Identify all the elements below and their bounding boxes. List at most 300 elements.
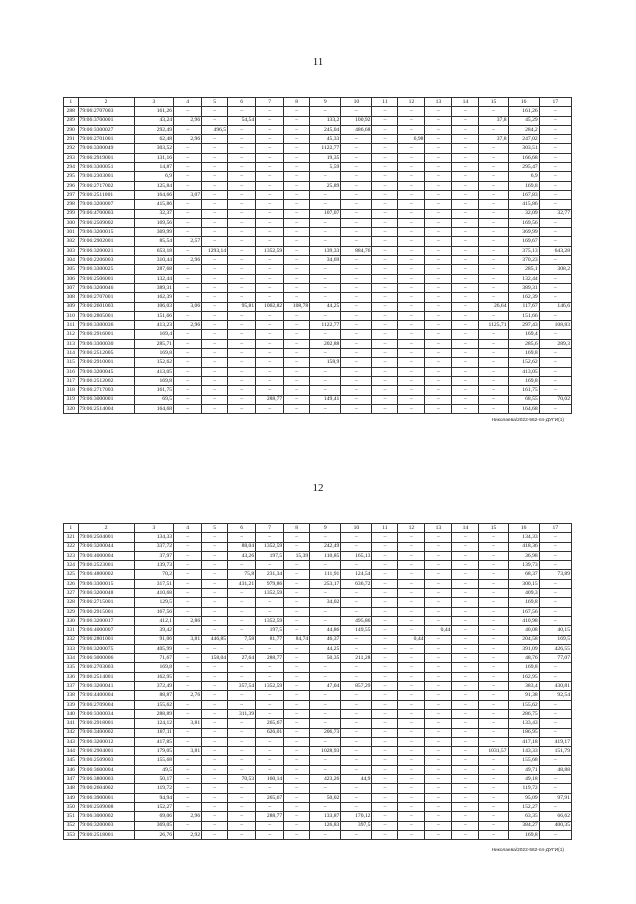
table-cell: 337 xyxy=(64,682,79,691)
table-cell: 5,59 xyxy=(310,163,341,172)
table-cell: – xyxy=(310,190,341,199)
table-cell: – xyxy=(341,644,372,653)
table-cell: 139,73 xyxy=(134,561,173,570)
table-cell: – xyxy=(228,589,256,598)
table-cell: – xyxy=(174,607,202,616)
table-cell: – xyxy=(310,404,341,413)
table-row xyxy=(64,311,572,320)
table-cell: – xyxy=(256,172,284,181)
table-cell: – xyxy=(174,672,202,681)
table-cell: 344 xyxy=(64,747,79,756)
table-cell: – xyxy=(228,358,256,367)
table-cell: 134,33 xyxy=(508,533,539,542)
table-cell: 285,71 xyxy=(134,339,173,348)
table-cell: 337,72 xyxy=(134,542,173,551)
table-cell: 155,68 xyxy=(508,756,539,765)
table-cell: 79:06:2512005 xyxy=(78,349,134,358)
table-cell: – xyxy=(539,190,571,199)
table-cell: – xyxy=(228,663,256,672)
table-cell: 164,68 xyxy=(508,404,539,413)
table-cell: – xyxy=(228,311,256,320)
table-cell: – xyxy=(479,395,508,404)
table-cell: 348 xyxy=(64,784,79,793)
table-cell: – xyxy=(228,672,256,681)
table-cell: – xyxy=(425,293,452,302)
table-cell: – xyxy=(284,812,310,821)
table-cell: – xyxy=(425,125,452,134)
table-cell: – xyxy=(202,200,228,209)
table-cell: 325 xyxy=(64,570,79,579)
table-cell: 79:06:2504001 xyxy=(78,533,134,542)
table-cell: 79:06:3700001 xyxy=(78,116,134,125)
table-cell: – xyxy=(479,293,508,302)
table-cell: – xyxy=(256,321,284,330)
table-cell: 169,8 xyxy=(134,349,173,358)
table-cell: – xyxy=(479,542,508,551)
table-cell: 79:06:3300025 xyxy=(78,265,134,274)
table-cell: – xyxy=(202,830,228,839)
table-cell: 321 xyxy=(64,533,79,542)
table-cell: – xyxy=(341,311,372,320)
table-cell: – xyxy=(202,153,228,162)
table-cell: – xyxy=(452,812,479,821)
table-row xyxy=(64,135,572,144)
table-cell: – xyxy=(398,691,425,700)
table-cell: 296 xyxy=(64,181,79,190)
table-cell: – xyxy=(174,293,202,302)
table-cell: – xyxy=(539,293,571,302)
table-cell: 307 xyxy=(64,283,79,292)
table-cell: – xyxy=(425,533,452,542)
table-cell: – xyxy=(228,163,256,172)
table-cell: 303,52 xyxy=(134,144,173,153)
column-header: 13 xyxy=(425,98,452,107)
table-cell: – xyxy=(425,376,452,385)
table-cell: 79:06:3300030 xyxy=(78,339,134,348)
table-cell: – xyxy=(228,756,256,765)
table-cell: – xyxy=(452,672,479,681)
table-cell: – xyxy=(228,747,256,756)
table-cell: 49,5 xyxy=(134,765,173,774)
table-cell: – xyxy=(539,237,571,246)
table-cell: – xyxy=(256,181,284,190)
table-cell: 44,25 xyxy=(310,644,341,653)
table-cell: – xyxy=(256,311,284,320)
table-cell: – xyxy=(479,190,508,199)
table-cell: – xyxy=(479,616,508,625)
table-cell: – xyxy=(341,200,372,209)
table-cell: 91,06 xyxy=(134,635,173,644)
table-cell: 389,31 xyxy=(134,283,173,292)
table-cell: 372,49 xyxy=(134,682,173,691)
table-cell: – xyxy=(539,533,571,542)
table-cell: – xyxy=(284,246,310,255)
column-header: 6 xyxy=(228,524,256,533)
table-cell: – xyxy=(372,116,398,125)
table-cell: 342 xyxy=(64,728,79,737)
table-cell: – xyxy=(174,144,202,153)
table-cell: – xyxy=(284,691,310,700)
table-cell: – xyxy=(202,700,228,709)
table-row xyxy=(64,672,572,681)
table-cell: – xyxy=(372,728,398,737)
table-row xyxy=(64,607,572,616)
table-cell: – xyxy=(174,107,202,116)
table-cell: 79:06:3200075 xyxy=(78,644,134,653)
table-cell: – xyxy=(174,654,202,663)
table-cell: – xyxy=(256,107,284,116)
table-cell: – xyxy=(202,709,228,718)
table-cell: 149,41 xyxy=(310,395,341,404)
table-cell: 265,67 xyxy=(256,719,284,728)
table-cell: – xyxy=(310,533,341,542)
table-cell: – xyxy=(398,116,425,125)
table-cell: – xyxy=(202,793,228,802)
table-cell: 151,79 xyxy=(539,747,571,756)
table-cell: – xyxy=(228,700,256,709)
table-cell: – xyxy=(202,135,228,144)
table-cell: 375,13 xyxy=(508,246,539,255)
table-cell: – xyxy=(539,367,571,376)
table-cell: – xyxy=(228,181,256,190)
table-cell: – xyxy=(479,654,508,663)
table-cell: – xyxy=(174,265,202,274)
table-cell: – xyxy=(398,358,425,367)
table-cell: 169,56 xyxy=(508,218,539,227)
table-row xyxy=(64,561,572,570)
table-cell: – xyxy=(310,376,341,385)
table-cell: 37,8 xyxy=(479,135,508,144)
table-cell: – xyxy=(256,737,284,746)
table-cell: – xyxy=(202,756,228,765)
table-cell: – xyxy=(174,367,202,376)
table-cell: – xyxy=(479,700,508,709)
table-cell: – xyxy=(425,756,452,765)
table-cell: – xyxy=(228,153,256,162)
table-cell: – xyxy=(398,311,425,320)
table-cell: 290 xyxy=(64,125,79,134)
table-cell: 63,35 xyxy=(508,812,539,821)
table-cell: 36,98 xyxy=(508,551,539,560)
table-cell: 34,02 xyxy=(310,598,341,607)
table-cell: – xyxy=(284,321,310,330)
table-cell: – xyxy=(425,663,452,672)
table-cell: 329 xyxy=(64,607,79,616)
table-cell: – xyxy=(228,265,256,274)
table-cell: – xyxy=(341,228,372,237)
table-cell: – xyxy=(284,144,310,153)
table-row xyxy=(64,116,572,125)
table-cell: – xyxy=(398,728,425,737)
table-cell: – xyxy=(174,765,202,774)
table-cell: – xyxy=(398,616,425,625)
table-cell: – xyxy=(452,163,479,172)
table-row xyxy=(64,793,572,802)
table-cell: – xyxy=(284,663,310,672)
table-cell: 413,23 xyxy=(134,321,173,330)
table-cell: – xyxy=(452,728,479,737)
table-cell: 431,21 xyxy=(228,579,256,588)
table-cell: – xyxy=(539,561,571,570)
table-cell: 352 xyxy=(64,821,79,830)
table-cell: – xyxy=(539,830,571,839)
table-cell: 338 xyxy=(64,691,79,700)
table-cell: 108,83 xyxy=(539,321,571,330)
table-cell: – xyxy=(372,163,398,172)
table-cell: – xyxy=(372,691,398,700)
table-cell: – xyxy=(425,107,452,116)
table-cell: 288,77 xyxy=(256,395,284,404)
table-cell: 79:06:3900001 xyxy=(78,793,134,802)
table-cell: – xyxy=(174,404,202,413)
table-cell: 167,83 xyxy=(508,190,539,199)
table-cell: 405,99 xyxy=(134,644,173,653)
table-cell: 79:06:3800003 xyxy=(78,775,134,784)
table-row xyxy=(64,533,572,542)
table-row xyxy=(64,654,572,663)
table-cell: – xyxy=(425,181,452,190)
table-cell: – xyxy=(310,607,341,616)
table-cell: 26,76 xyxy=(134,830,173,839)
table-cell: – xyxy=(425,265,452,274)
table-cell: 333 xyxy=(64,644,79,653)
table-cell: 327 xyxy=(64,589,79,598)
table-cell: – xyxy=(372,737,398,746)
table-cell: – xyxy=(256,709,284,718)
table-cell: – xyxy=(228,349,256,358)
table-cell: – xyxy=(228,561,256,570)
table-cell: – xyxy=(341,784,372,793)
table-cell: – xyxy=(452,209,479,218)
table-cell: 131,16 xyxy=(134,153,173,162)
table-cell: – xyxy=(452,589,479,598)
table-row xyxy=(64,626,572,635)
table-cell: – xyxy=(539,579,571,588)
table-cell: – xyxy=(341,672,372,681)
table-row xyxy=(64,321,572,330)
column-header: 7 xyxy=(256,98,284,107)
table-cell: – xyxy=(398,579,425,588)
table-cell: – xyxy=(452,616,479,625)
table-cell: 289 xyxy=(64,116,79,125)
table-cell: – xyxy=(539,376,571,385)
table-cell: – xyxy=(202,663,228,672)
table-cell: 152,27 xyxy=(134,802,173,811)
table-cell: 49,71 xyxy=(508,765,539,774)
table-cell: 79:06:2707001 xyxy=(78,293,134,302)
table-cell: – xyxy=(539,349,571,358)
table-cell: 2,96 xyxy=(174,321,202,330)
table-cell: 62,48 xyxy=(134,135,173,144)
table-row xyxy=(64,386,572,395)
table-cell: – xyxy=(202,607,228,616)
table-row xyxy=(64,663,572,672)
table-cell: – xyxy=(284,274,310,283)
table-cell: – xyxy=(284,200,310,209)
table-cell: – xyxy=(425,339,452,348)
table-cell: – xyxy=(372,311,398,320)
table-cell: 79:06:2707003 xyxy=(78,107,134,116)
table-cell: 68,55 xyxy=(508,395,539,404)
table-cell: – xyxy=(228,283,256,292)
table-cell: – xyxy=(284,107,310,116)
table-cell: – xyxy=(341,830,372,839)
table-cell: – xyxy=(256,765,284,774)
table-cell: – xyxy=(228,228,256,237)
table-cell: – xyxy=(425,616,452,625)
table-cell: 124,54 xyxy=(341,570,372,579)
table-cell: – xyxy=(398,153,425,162)
table-cell: 423,26 xyxy=(310,775,341,784)
table-cell: 349 xyxy=(64,793,79,802)
table-cell: 287,68 xyxy=(134,265,173,274)
table-cell: 293 xyxy=(64,153,79,162)
table-cell: – xyxy=(228,728,256,737)
table-cell: – xyxy=(202,395,228,404)
table-cell: – xyxy=(228,125,256,134)
table-cell: 34,69 xyxy=(310,256,341,265)
table-cell: – xyxy=(398,321,425,330)
table-cell: – xyxy=(228,321,256,330)
table-cell: – xyxy=(425,404,452,413)
table-cell: – xyxy=(256,116,284,125)
table-cell: – xyxy=(284,644,310,653)
table-cell: – xyxy=(372,626,398,635)
table-cell: – xyxy=(398,793,425,802)
table-cell: 369,99 xyxy=(508,228,539,237)
table-cell: – xyxy=(539,172,571,181)
table-cell: – xyxy=(174,311,202,320)
table-cell: – xyxy=(539,283,571,292)
table-cell: – xyxy=(452,747,479,756)
table-cell: – xyxy=(284,719,310,728)
table-cell: 133,43 xyxy=(508,719,539,728)
table-cell: – xyxy=(310,784,341,793)
table-cell: – xyxy=(372,598,398,607)
table-cell: – xyxy=(341,367,372,376)
table-cell: – xyxy=(256,756,284,765)
table-cell: – xyxy=(202,330,228,339)
table-cell: – xyxy=(341,153,372,162)
table-cell: – xyxy=(452,700,479,709)
table-cell: 357,54 xyxy=(228,682,256,691)
table-cell: – xyxy=(256,533,284,542)
table-cell: – xyxy=(202,598,228,607)
table-cell: 302 xyxy=(64,237,79,246)
table-cell: 319 xyxy=(64,395,79,404)
table-cell: – xyxy=(284,598,310,607)
table-cell: 311,39 xyxy=(228,709,256,718)
table-cell: – xyxy=(479,256,508,265)
table-cell: – xyxy=(398,654,425,663)
table-row xyxy=(64,728,572,737)
table-cell: – xyxy=(425,728,452,737)
table-cell: 169,8 xyxy=(508,598,539,607)
table-cell: – xyxy=(398,283,425,292)
table-cell: 6,9 xyxy=(508,172,539,181)
table-cell: – xyxy=(479,579,508,588)
table-cell: – xyxy=(425,570,452,579)
table-cell: – xyxy=(341,589,372,598)
table-cell: – xyxy=(372,709,398,718)
table-cell: – xyxy=(341,293,372,302)
table-cell: – xyxy=(202,551,228,560)
table-cell: – xyxy=(174,682,202,691)
table-cell: – xyxy=(479,349,508,358)
table-cell: – xyxy=(398,775,425,784)
table-row xyxy=(64,367,572,376)
table-cell: – xyxy=(202,802,228,811)
table-cell: 43,24 xyxy=(134,116,173,125)
table-cell: 2,92 xyxy=(174,830,202,839)
table-cell: – xyxy=(398,709,425,718)
table-cell: – xyxy=(202,589,228,598)
table-cell: – xyxy=(398,784,425,793)
table-cell: – xyxy=(452,830,479,839)
table-cell: – xyxy=(372,349,398,358)
column-header: 9 xyxy=(310,524,341,533)
table-cell: – xyxy=(202,616,228,625)
table-cell: – xyxy=(310,672,341,681)
table-cell: – xyxy=(372,542,398,551)
table-cell: 167,56 xyxy=(134,607,173,616)
table-cell: 79:06:3300051 xyxy=(78,163,134,172)
table-row xyxy=(64,163,572,172)
table-cell: – xyxy=(174,626,202,635)
table-cell: – xyxy=(425,812,452,821)
table-cell: 169,4 xyxy=(508,330,539,339)
table-cell: 350 xyxy=(64,802,79,811)
table-cell: 117,67 xyxy=(508,302,539,311)
table-cell: 400,35 xyxy=(539,821,571,830)
table-cell: – xyxy=(372,376,398,385)
table-cell: – xyxy=(479,775,508,784)
table-cell: – xyxy=(202,579,228,588)
table-cell: 40,08 xyxy=(508,626,539,635)
table-cell: 160,14 xyxy=(256,775,284,784)
table-cell: – xyxy=(452,256,479,265)
table-cell: – xyxy=(479,672,508,681)
table-cell: 79:06:2709004 xyxy=(78,700,134,709)
table-cell: 79:06:2703003 xyxy=(78,663,134,672)
table-cell: – xyxy=(341,302,372,311)
table-cell: 119,72 xyxy=(134,784,173,793)
table-cell: – xyxy=(174,775,202,784)
table-cell: – xyxy=(372,321,398,330)
table-cell: – xyxy=(539,589,571,598)
table-cell: – xyxy=(479,404,508,413)
table-cell: 1125,71 xyxy=(479,321,508,330)
table-row xyxy=(64,765,572,774)
table-cell: – xyxy=(341,330,372,339)
table-cell: – xyxy=(284,821,310,830)
table-row xyxy=(64,274,572,283)
table-cell: 3,81 xyxy=(174,747,202,756)
table-cell: – xyxy=(202,682,228,691)
column-header: 6 xyxy=(228,98,256,107)
table-cell: – xyxy=(425,561,452,570)
table-cell: 430,81 xyxy=(539,682,571,691)
table-cell: – xyxy=(372,293,398,302)
table-cell: – xyxy=(398,644,425,653)
table-cell: 316 xyxy=(64,367,79,376)
table-cell: – xyxy=(284,775,310,784)
table-cell: – xyxy=(284,376,310,385)
table-cell: – xyxy=(452,349,479,358)
table-cell: – xyxy=(452,626,479,635)
column-header: 10 xyxy=(341,98,372,107)
table-cell: – xyxy=(256,607,284,616)
